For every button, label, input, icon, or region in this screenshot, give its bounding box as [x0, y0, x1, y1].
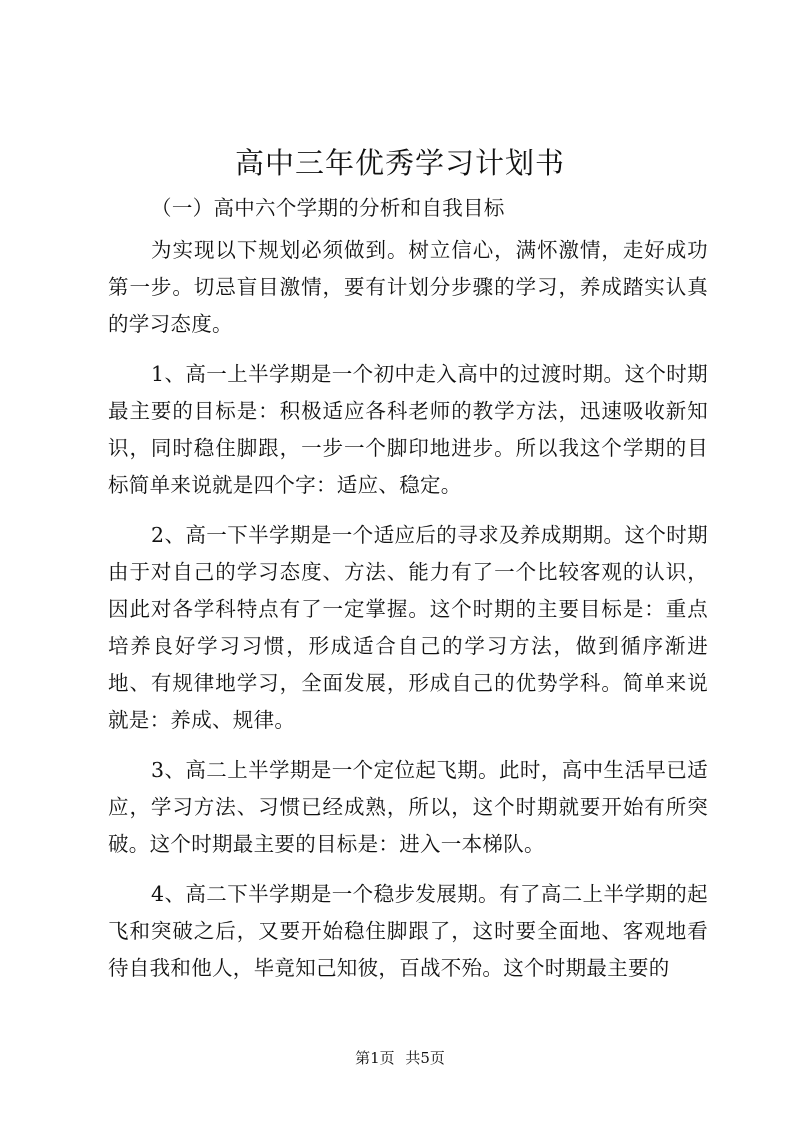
- page-total: 共5页: [405, 1049, 445, 1067]
- document-body: [108, 190, 708, 1000]
- document-title: 高中三年优秀学习计划书: [234, 146, 565, 180]
- paragraph-item-1: 1、高一上半学期是一个初中走入高中的过渡时期。这个时期最主要的目标是：积极适应各科老师的教学方法，迅速吸收新知识，同时稳住脚跟，一步一个脚印地进步。所以我这个学期的目标简单来说就是四个字：适应、稳定。: [108, 362, 708, 497]
- page-number: 第1页: [355, 1049, 395, 1067]
- section-subheading: （一）高中六个学期的分析和自我目标: [151, 196, 505, 220]
- paragraph-intro: 为实现以下规划必须做到。树立信心，满怀激情，走好成功第一步。切忌盲目激情，要有计划分步骤的学习，养成踏实认真的学习态度。: [108, 238, 708, 336]
- paragraph-item-3: 3、高二上半学期是一个定位起飞期。此时，高中生活早已适应，学习方法、习惯已经成熟，所以，这个时期就要开始有所突破。这个时期最主要的目标是：进入一本梯队。: [108, 758, 708, 856]
- paragraph-item-4: 4、高二下半学期是一个稳步发展期。有了高二上半学期的起飞和突破之后，又要开始稳住脚跟了，这时要全面地、客观地看待自我和他人，毕竟知己知彼，百战不殆。这个时期最主要的: [108, 882, 708, 980]
- paragraph-item-2: 2、高一下半学期是一个适应后的寻求及养成期期。这个时期由于对自己的学习态度、方法、能力有了一个比较客观的认识，因此对各学科特点有了一定掌握。这个时期的主要目标是：重点培养良好学习习惯，形成适合自己的学习方法，做到循序渐进地、有规律地学习，全面发展，形成自己的优势学科。简单来说就是：养成、规律。: [108, 523, 708, 732]
- page-footer: [0, 1048, 800, 1068]
